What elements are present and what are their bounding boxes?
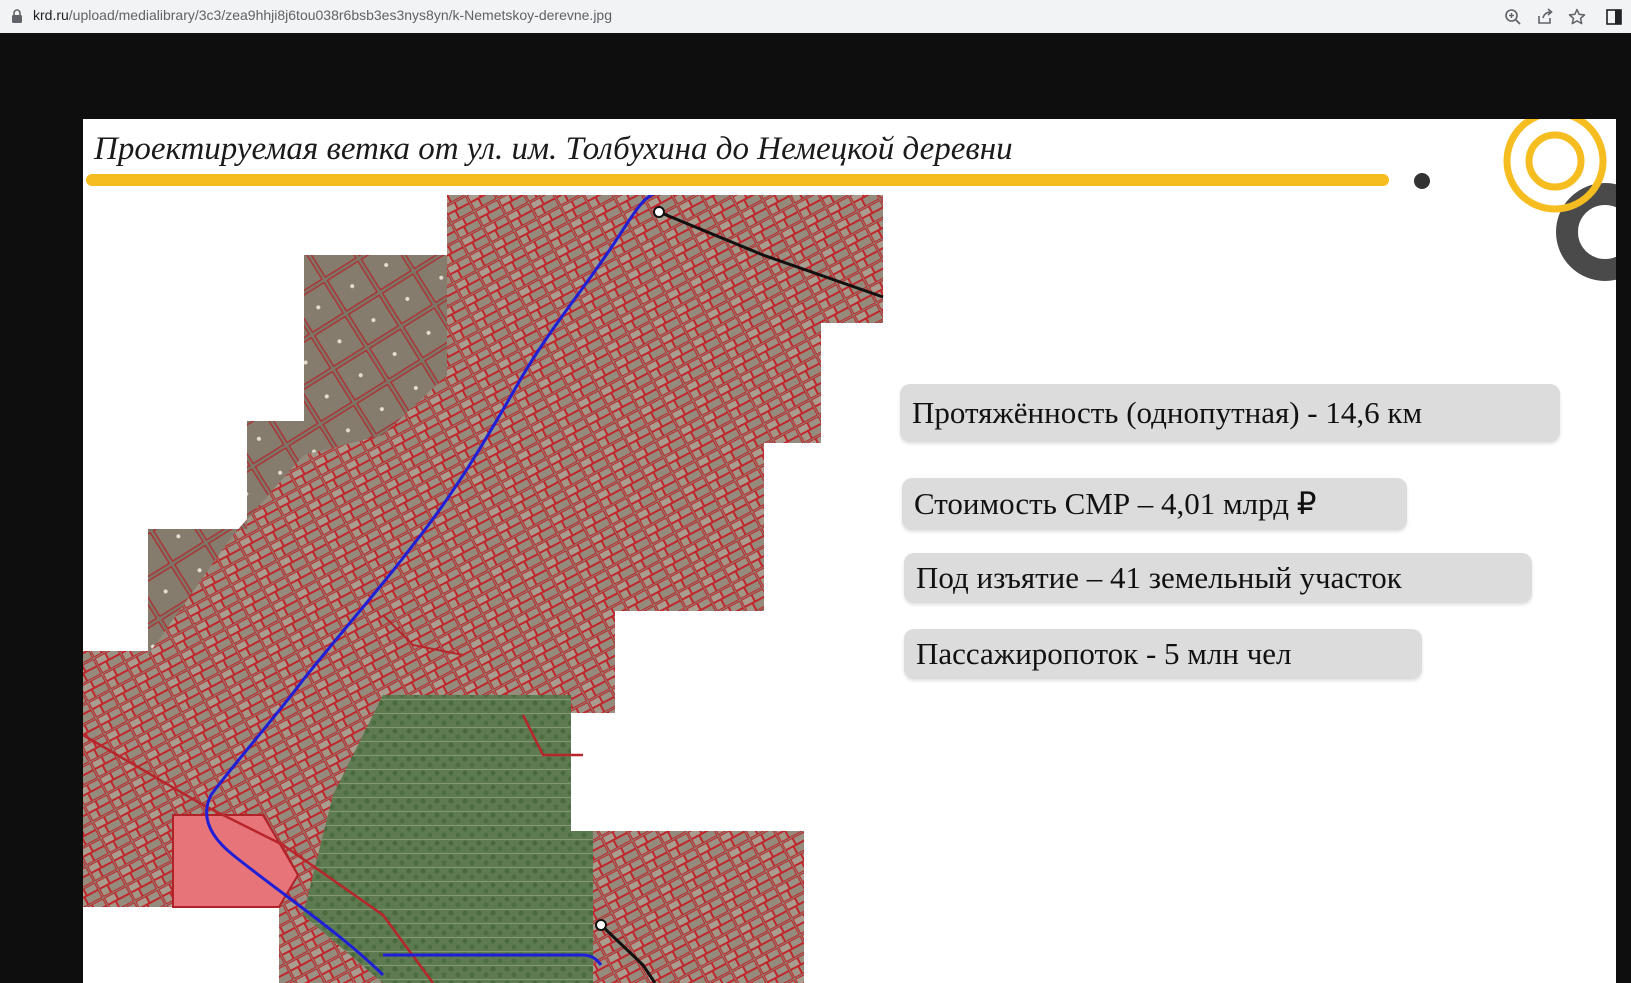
sidepanel-icon[interactable]: [1604, 7, 1624, 27]
share-icon[interactable]: [1535, 7, 1555, 27]
zoom-icon[interactable]: [1503, 7, 1523, 27]
route-map: [83, 195, 923, 983]
slide-image: [83, 119, 1616, 983]
fact-cost-text: Стоимость СМР – 4,01 млрд ₽: [914, 486, 1317, 521]
fact-length-text: Протяжённость (однопутная) - 14,6 км: [912, 395, 1423, 430]
title-dot: [1414, 173, 1430, 189]
url-path: /upload/medialibrary/3c3/zea9hhji8j6tou038r6bsb3es3nys8yn/k-Nemetskoy-derevne.jpg: [68, 7, 613, 23]
fact-passenger-traffic: [904, 629, 1422, 679]
fact-length: [900, 384, 1560, 442]
decorative-rings: [1493, 119, 1616, 289]
fact-passenger-traffic-text: Пассажиропоток - 5 млн чел: [916, 636, 1292, 671]
title-underline: [86, 174, 1389, 186]
fact-land-seizure: [904, 553, 1532, 603]
url-host: krd.ru: [33, 7, 69, 23]
lock-icon[interactable]: [11, 9, 23, 23]
address-bar: [0, 0, 1631, 34]
url-field[interactable]: [33, 0, 612, 33]
image-viewport: [0, 33, 1631, 961]
star-icon[interactable]: [1567, 7, 1587, 27]
slide-title: Проектируемая ветка от ул. им. Толбухина до Немецкой деревни: [94, 131, 1013, 167]
fact-cost: [902, 478, 1407, 530]
fact-land-seizure-text: Под изъятие – 41 земельный участок: [916, 560, 1402, 595]
